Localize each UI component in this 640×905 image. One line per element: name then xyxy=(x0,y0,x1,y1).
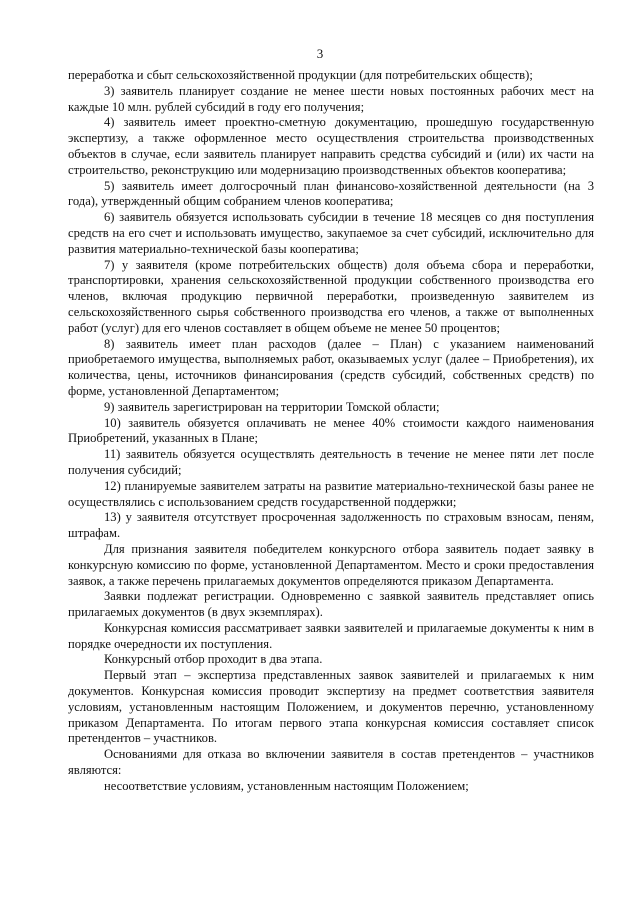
paragraph-4: 5) заявитель имеет долгосрочный план финансово-хозяйственной деятельности (на 3 года), утвержденный общим собранием членов кооператива; xyxy=(68,178,594,209)
paragraph-15: Конкурсная комиссия рассматривает заявки заявителей и прилагаемые документы к ним в порядке очередности их поступления. xyxy=(68,620,594,651)
page-number: 3 xyxy=(316,46,324,61)
paragraph-12: 13) у заявителя отсутствует просроченная задолженность по страховым взносам, пеням, штрафам. xyxy=(68,510,594,541)
paragraph-11: 12) планируемые заявителем затраты на развитие материально-технической базы ранее не осуществлялись с использованием средств государственной поддержки; xyxy=(68,478,594,509)
paragraph-10: 11) заявитель обязуется осуществлять деятельность в течение не менее пяти лет после получения субсидий; xyxy=(68,447,594,477)
paragraph-19: несоответствие условиям, установленным настоящим Положением; xyxy=(104,778,469,793)
paragraph-18: Основаниями для отказа во включении заявителя в состав претендентов – участников являются: xyxy=(68,747,594,778)
paragraph-9: 10) заявитель обязуется оплачивать не менее 40% стоимости каждого наименования Приобретений, указанных в Плане; xyxy=(68,415,594,446)
paragraph-13: Для признания заявителя победителем конкурсного отбора заявитель подает заявку в конкурсную комиссию по форме, установленной Департаментом. Место и сроки предоставления заявок, а также перечень прилагаемых документов определяются приказом Департамента. xyxy=(68,541,594,588)
paragraph-17: Первый этап – экспертиза представленных заявок заявителей и прилагаемых к ним документов. Конкурсная комиссия проводит экспертизу на предмет соответствия заявителя условиям, установленным настоящим Положением, и документов перечню, установленному приказом Департамента. По итогам первого этапа конкурсная комиссия составляет список претендентов – участников. xyxy=(68,668,594,746)
paragraph-16: Конкурсный отбор проходит в два этапа. xyxy=(104,652,323,667)
paragraph-2: 3) заявитель планирует создание не менее шести новых постоянных рабочих мест на каждые 10 млн. рублей субсидий в году его получения; xyxy=(68,83,594,114)
paragraph-14: Заявки подлежат регистрации. Одновременно с заявкой заявитель представляет опись прилагаемых документов (в двух экземплярах). xyxy=(68,589,594,620)
paragraph-6: 7) у заявителя (кроме потребительских обществ) доля объема сбора и переработки, транспортировки, хранения сельскохозяйственной продукции собственного производства его членов, включая продукцию первичной переработки, произведенную заявителем из сельскохозяйственного сырья собственного производства его членов, а также от выполненных работ (услуг) для его членов составляет в общем объеме не менее 50 процентов; xyxy=(68,257,594,335)
paragraph-7: 8) заявитель имеет план расходов (далее – План) с указанием наименований приобретаемого имущества, выполняемых работ, оказываемых услуг (далее – Приобретения), их количества, цены, источников финансирования (средств субсидий, собственных средств) по форме, установленной Департаментом; xyxy=(68,336,594,398)
paragraph-1: переработка и сбыт сельскохозяйственной продукции (для потребительских обществ); xyxy=(68,68,533,82)
document-body xyxy=(68,68,594,795)
paragraph-5: 6) заявитель обязуется использовать субсидии в течение 18 месяцев со дня поступления средств на его счет и использовать имущество, закупаемое за счет субсидий, исключительно для развития материально-технической базы кооператива; xyxy=(68,210,594,256)
paragraph-3: 4) заявитель имеет проектно-сметную документацию, прошедшую государственную экспертизу, а также оформленное место осуществления строительства производственных объектов в случае, если заявитель планирует направить средства субсидий и (или) их части на строительство, реконструкцию или модернизацию производственных объектов кооператива; xyxy=(68,115,594,177)
paragraph-8: 9) заявитель зарегистрирован на территории Томской области; xyxy=(104,399,440,414)
